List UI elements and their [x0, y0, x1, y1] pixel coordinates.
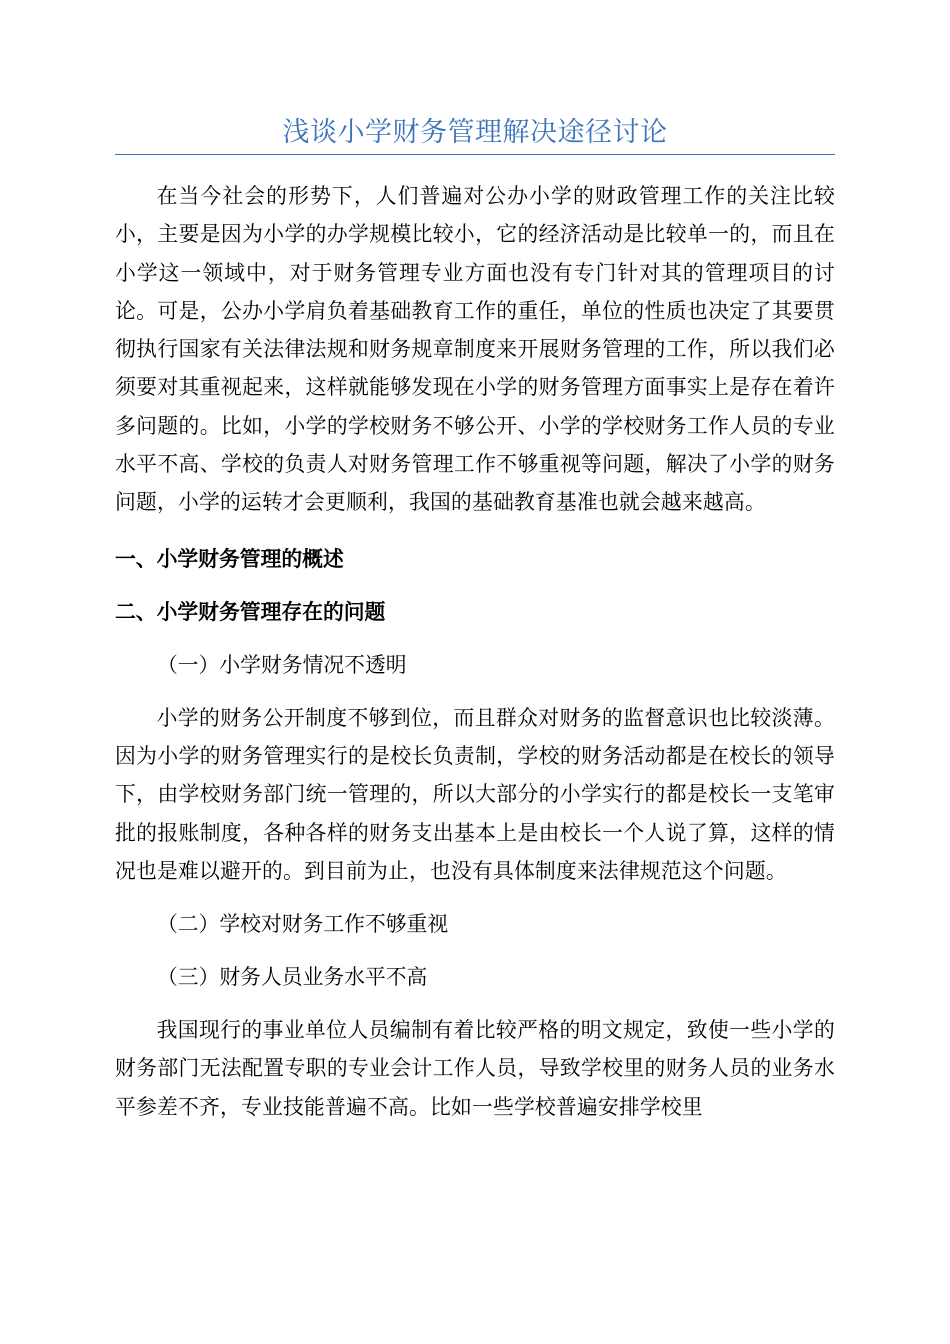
subsection-3-paragraph: 我国现行的事业单位人员编制有着比较严格的明文规定，致使一些小学的财务部门无法配置专职的专业会计工作人员，导致学校里的财务人员的业务水平参差不齐，专业技能普遍不高。比如一些学校普遍安排学校里: [115, 1018, 835, 1119]
subsection-2-heading: （二）学校对财务工作不够重视: [157, 912, 449, 937]
document-page: [115, 0, 835, 1126]
intro-paragraph: 在当今社会的形势下，人们普遍对公办小学的财政管理工作的关注比较小，主要是因为小学的办学规模比较小，它的经济活动是比较单一的，而且在小学这一领域中，对于财务管理专业方面也没有专门针对其的管理项目的讨论。可是，公办小学肩负着基础教育工作的重任，单位的性质也决定了其要贯彻执行国家有关法律法规和财务规章制度来开展财务管理的工作，所以我们必须要对其重视起来，这样就能够发现在小学的财务管理方面事实上是存在着许多问题的。比如，小学的学校财务不够公开、小学的学校财务工作人员的专业水平不高、学校的负责人对财务管理工作不够重视等问题，解决了小学的财务问题，小学的运转才会更顺利，我国的基础教育基准也就会越来越高。: [115, 184, 835, 515]
section-1-heading: 一、小学财务管理的概述: [115, 545, 344, 571]
document-title: 浅谈小学财务管理解决途径讨论: [282, 117, 668, 148]
subsection-1-heading: （一）小学财务情况不透明: [157, 652, 407, 677]
subsection-1-paragraph: 小学的财务公开制度不够到位，而且群众对财务的监督意识也比较淡薄。因为小学的财务管理实行的是校长负责制，学校的财务活动都是在校长的领导下，由学校财务部门统一管理的，所以大部分的小学实行的都是校长一支笔审批的报账制度，各种各样的财务支出基本上是由校长一个人说了算，这样的情况也是难以避开的。到目前为止，也没有具体制度来法律规范这个问题。: [115, 705, 835, 883]
subsection-3-heading: （三）财务人员业务水平不高: [157, 965, 428, 990]
section-2-heading: 二、小学财务管理存在的问题: [115, 598, 386, 624]
title-underline: [115, 154, 835, 155]
